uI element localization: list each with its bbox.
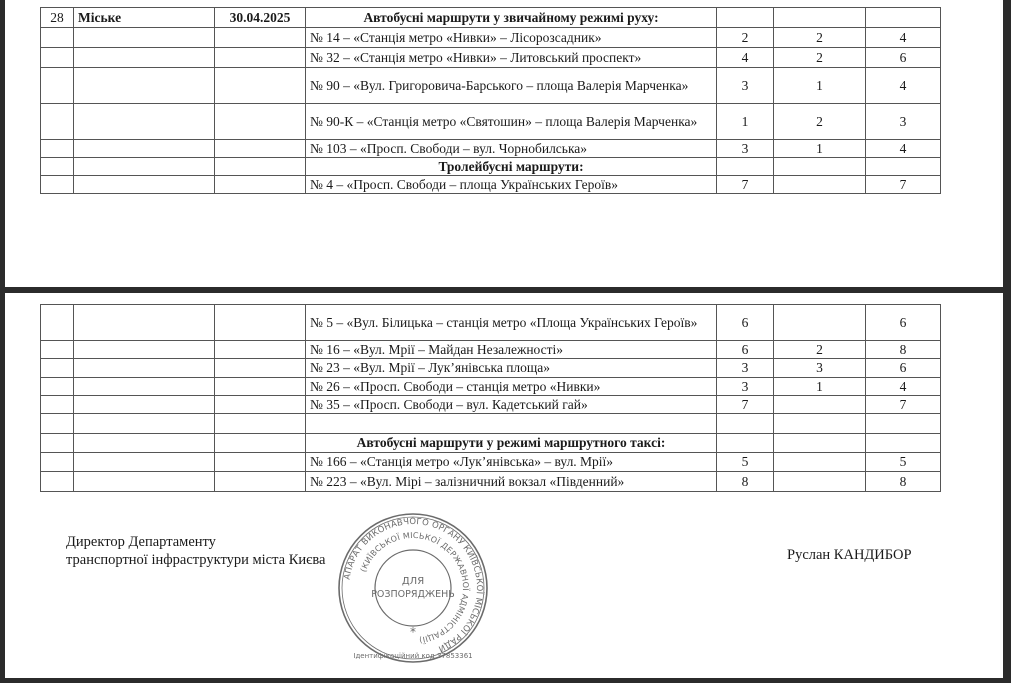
value-b <box>774 396 866 414</box>
value-a: 4 <box>717 48 774 68</box>
table-row <box>41 341 941 359</box>
value-total: 7 <box>866 396 941 414</box>
value-b: 2 <box>774 48 866 68</box>
route-label <box>306 414 717 434</box>
table-row <box>41 305 941 341</box>
value-a: 6 <box>717 305 774 341</box>
section-heading: Автобусні маршрути у звичайному режимі руху: <box>306 8 717 28</box>
value-a: 8 <box>717 472 774 492</box>
value-total: 6 <box>866 359 941 378</box>
stamp-center-line2: РОЗПОРЯДЖЕНЬ <box>371 589 455 600</box>
route-label: № 5 – «Вул. Білицька – станція метро «Площа Українських Героїв» <box>306 305 717 341</box>
table-row <box>41 472 941 492</box>
value-total: 4 <box>866 140 941 158</box>
signatory-title-line1: Директор Департаменту <box>66 534 216 550</box>
table-row <box>41 434 941 453</box>
value-a: 2 <box>717 28 774 48</box>
value-a: 1 <box>717 104 774 140</box>
document-page-1 <box>5 0 1003 287</box>
value-b <box>774 414 866 434</box>
value-a: 7 <box>717 176 774 194</box>
value-a: 7 <box>717 396 774 414</box>
section-heading: Автобусні маршрути у режимі маршрутного таксі: <box>306 434 717 453</box>
table-row <box>41 378 941 396</box>
value-total: 4 <box>866 68 941 104</box>
value-total: 6 <box>866 48 941 68</box>
value-b: 2 <box>774 341 866 359</box>
route-label: № 35 – «Просп. Свободи – вул. Кадетський гай» <box>306 396 717 414</box>
table-row <box>41 68 941 104</box>
value-b <box>774 305 866 341</box>
value-a <box>717 414 774 434</box>
stamp-code-text: Ідентифікаційний код 37853361 <box>353 652 473 660</box>
table-row <box>41 158 941 176</box>
routes-table-page-2 <box>40 304 941 492</box>
signatory-name: Руслан КАНДИБОР <box>787 547 912 563</box>
value-b: 1 <box>774 140 866 158</box>
stamp-inner-text: (КИЇВСЬКОЇ МІСЬКОЇ ДЕРЖАВНОЇ АДМІНІСТРАЦІЇ) <box>358 530 471 645</box>
table-row <box>41 140 941 158</box>
route-label: № 4 – «Просп. Свободи – площа Українських Героїв» <box>306 176 717 194</box>
value-total: 6 <box>866 305 941 341</box>
value-a: 3 <box>717 68 774 104</box>
value-b <box>774 176 866 194</box>
table-row <box>41 28 941 48</box>
value-b <box>774 472 866 492</box>
value-a: 6 <box>717 341 774 359</box>
value-total: 4 <box>866 378 941 396</box>
carrier-type: Міське <box>74 8 215 28</box>
route-label: № 223 – «Вул. Мірі – залізничний вокзал «Південний» <box>306 472 717 492</box>
table-row <box>41 396 941 414</box>
value-total: 8 <box>866 472 941 492</box>
value-total: 3 <box>866 104 941 140</box>
official-stamp-icon <box>333 508 493 668</box>
value-b <box>774 453 866 472</box>
route-label: № 103 – «Просп. Свободи – вул. Чорнобилська» <box>306 140 717 158</box>
value-total: 5 <box>866 453 941 472</box>
value-total: 8 <box>866 341 941 359</box>
table-row <box>41 8 941 28</box>
route-label: № 26 – «Просп. Свободи – станція метро «Нивки» <box>306 378 717 396</box>
svg-text:*: * <box>410 625 416 639</box>
value-b: 3 <box>774 359 866 378</box>
table-row <box>41 359 941 378</box>
route-label: № 90-К – «Станція метро «Святошин» – площа Валерія Марченка» <box>306 104 717 140</box>
route-label: № 16 – «Вул. Мрії – Майдан Незалежності» <box>306 341 717 359</box>
signatory-title <box>66 533 325 569</box>
value-a: 3 <box>717 359 774 378</box>
section-heading: Тролейбусні маршрути: <box>306 158 717 176</box>
route-label: № 23 – «Вул. Мрії – Лук’янівська площа» <box>306 359 717 378</box>
document-page-2 <box>5 293 1003 678</box>
routes-table-page-1 <box>40 7 941 194</box>
stamp-outer-text: АПАРАТ ВИКОНАВЧОГО ОРГАНУ КИЇВСЬКОЇ МІСЬКОЇ РАДИ <box>342 516 485 654</box>
route-label: № 32 – «Станція метро «Нивки» – Литовський проспект» <box>306 48 717 68</box>
value-total: 4 <box>866 28 941 48</box>
route-label: № 166 – «Станція метро «Лук’янівська» – вул. Мрії» <box>306 453 717 472</box>
value-a: 5 <box>717 453 774 472</box>
table-row <box>41 176 941 194</box>
value-a: 3 <box>717 140 774 158</box>
value-b: 2 <box>774 28 866 48</box>
value-b: 1 <box>774 378 866 396</box>
table-row <box>41 104 941 140</box>
table-row <box>41 48 941 68</box>
route-label: № 90 – «Вул. Григоровича-Барського – площа Валерія Марченка» <box>306 68 717 104</box>
value-b: 2 <box>774 104 866 140</box>
table-row <box>41 414 941 434</box>
stamp-center-line1: ДЛЯ <box>401 576 425 587</box>
date: 30.04.2025 <box>215 8 306 28</box>
route-label: № 14 – «Станція метро «Нивки» – Лісорозсадник» <box>306 28 717 48</box>
row-number: 28 <box>41 8 74 28</box>
value-a: 3 <box>717 378 774 396</box>
value-b: 1 <box>774 68 866 104</box>
table-row <box>41 453 941 472</box>
value-total: 7 <box>866 176 941 194</box>
signatory-title-line2: транспортної інфраструктури міста Києва <box>66 552 326 568</box>
value-total <box>866 414 941 434</box>
